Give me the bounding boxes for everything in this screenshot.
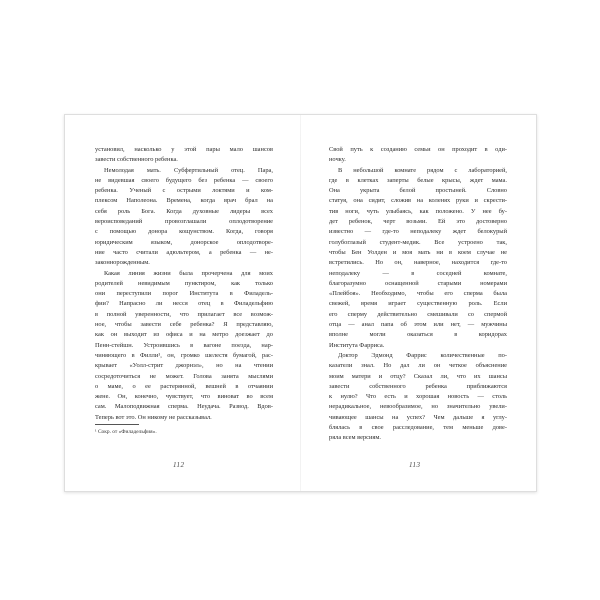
text-line: благоразумно оснащенной старыми номерами	[329, 279, 507, 287]
text-line: моим матери и отцу? Сказал ли, что их шансы	[329, 372, 507, 380]
text-line: о маме, о ее растерянной, вешней в отчаянии	[95, 382, 273, 390]
left-page	[95, 145, 273, 423]
text-line: завести собственного ребенка.	[95, 156, 178, 164]
text-line: тив ноги, чуть улыбаясь, как положено. У нее бу-	[329, 207, 507, 215]
footnote: ¹ Сокр. от «Филадельфия».	[95, 429, 157, 435]
text-line: как он выходит из офиса и на метро доезжает до	[95, 331, 273, 339]
text-line: чивающее шансы на успех? Чем дальше я углу-	[329, 413, 507, 421]
text-line: с помощью донора кощунством. Когда, говоря	[95, 228, 273, 236]
text-line: завести собственного ребенка приближаются	[329, 382, 507, 390]
text-line: встретились. Но он, наверное, находится где-то	[329, 259, 507, 267]
text-line: плексом Наполеона. Времена, когда врач брал на	[95, 197, 273, 205]
text-line: чиняющего в Филли¹, он, громко шелестя бумагой, рас-	[95, 351, 273, 359]
text-line: нерадикальное, невообразимое, но значительно увели-	[329, 403, 507, 411]
text-line: Института Фарриса.	[329, 341, 385, 349]
text-line: к нулю? Что есть и хорошая новость — столь	[329, 393, 507, 401]
text-line: они переступили порог Института в Филадель-	[95, 290, 273, 298]
text-line: родителей невидимым пунктиром, как только	[95, 279, 273, 287]
footnote-rule	[95, 424, 139, 425]
page-number-right: 113	[409, 461, 421, 469]
text-line: неподалеку — в соседней комнате,	[329, 269, 507, 277]
text-line: Пенн-стейшн. Устроившись в вагоне поезда, нар-	[95, 341, 273, 349]
text-line: Теперь вот это. Он никому не рассказывал.	[95, 413, 212, 421]
text-line: В небольшой комнате рядом с лабораторией,	[338, 166, 507, 174]
text-line: установил, насколько у этой пары мало шансов	[95, 146, 273, 153]
text-line: голубоглазый студент-медик. Все устроено так,	[329, 238, 507, 246]
text-line: «Плейбоя». Необходимо, чтобы его сперма была	[329, 290, 507, 298]
text-line: сосредоточиться не может. Голова занята мыслями	[95, 372, 273, 380]
text-line: казатели знал. Но дал ли он четкое объяснение	[329, 362, 507, 370]
text-line: юридическим языком, донорское оплодотворе-	[95, 238, 273, 246]
page-fold	[300, 115, 301, 491]
text-line: фии? Напрасно ли несся отец в Филадельфию	[95, 300, 273, 308]
text-line: ночку.	[329, 156, 346, 164]
text-line: где в клетках заперты белые крысы, ждет мама.	[329, 176, 507, 184]
text-line: в полной уверенности, что прилагает все возмож-	[95, 310, 273, 318]
book-spread	[64, 114, 537, 492]
page-number-left: 112	[173, 461, 185, 469]
text-line: Немолодая мать. Субфертильный отец. Пара,	[104, 166, 273, 174]
text-line: законнорожденным.	[95, 259, 150, 267]
text-line: жене. Он, конечно, чувствует, что виноват во всем	[95, 393, 273, 401]
right-page	[329, 145, 507, 444]
text-line: себя роль Бога. Когда духовные лидеры всех	[95, 207, 273, 215]
text-line: дет ребенок, черт возьми. Ей это достоверно	[329, 218, 507, 226]
text-line: известно — где-то неподалеку ждет белокурый	[329, 228, 507, 236]
text-line: отца — анал папа об этом или нет, — мужчины	[329, 321, 507, 329]
text-line: крывает «Уолл-стрит джорнэл», но на чтении	[95, 362, 273, 370]
text-line: Она укрыта белой простыней. Словно	[329, 187, 507, 195]
text-line: ное, чтобы завести себе ребенка? Я представляю,	[95, 321, 273, 329]
text-line: статуя, она сидит, сложив на коленях руки и скрести-	[329, 197, 507, 205]
text-line: блялась в свое расследование, тем меньше дове-	[329, 424, 507, 432]
text-line: ряла всем версиям.	[329, 434, 381, 442]
text-line: вполне могли оказаться в коридорах	[329, 331, 507, 339]
text-line: ние часто считали адюльтером, а ребенка — не-	[95, 248, 273, 256]
text-line: его сперму действительно смешивали со спермой	[329, 310, 507, 318]
text-line: Свой путь к созданию семьи он проходит в оди-	[329, 146, 507, 153]
text-line: Какая линия жизни была прочерчена для моих	[104, 269, 273, 277]
text-line: Доктор Эдмонд Фаррис количественные по-	[338, 351, 507, 359]
text-line: не видевшая своего будущего без ребенка — своего	[95, 176, 273, 184]
text-line: свежей, время играет существенную роль. Если	[329, 300, 507, 308]
text-line: чтобы Бен Уолден и моя мать ни в коем случае не	[329, 248, 507, 256]
text-line: сам. Малоподвижная сперма. Неудача. Развод. Вдов-	[95, 403, 273, 411]
text-line: ребенка. Ученый с острыми локтями и ком-	[95, 187, 273, 195]
text-line: вероисповеданий провозглашали оплодотворение	[95, 218, 273, 226]
